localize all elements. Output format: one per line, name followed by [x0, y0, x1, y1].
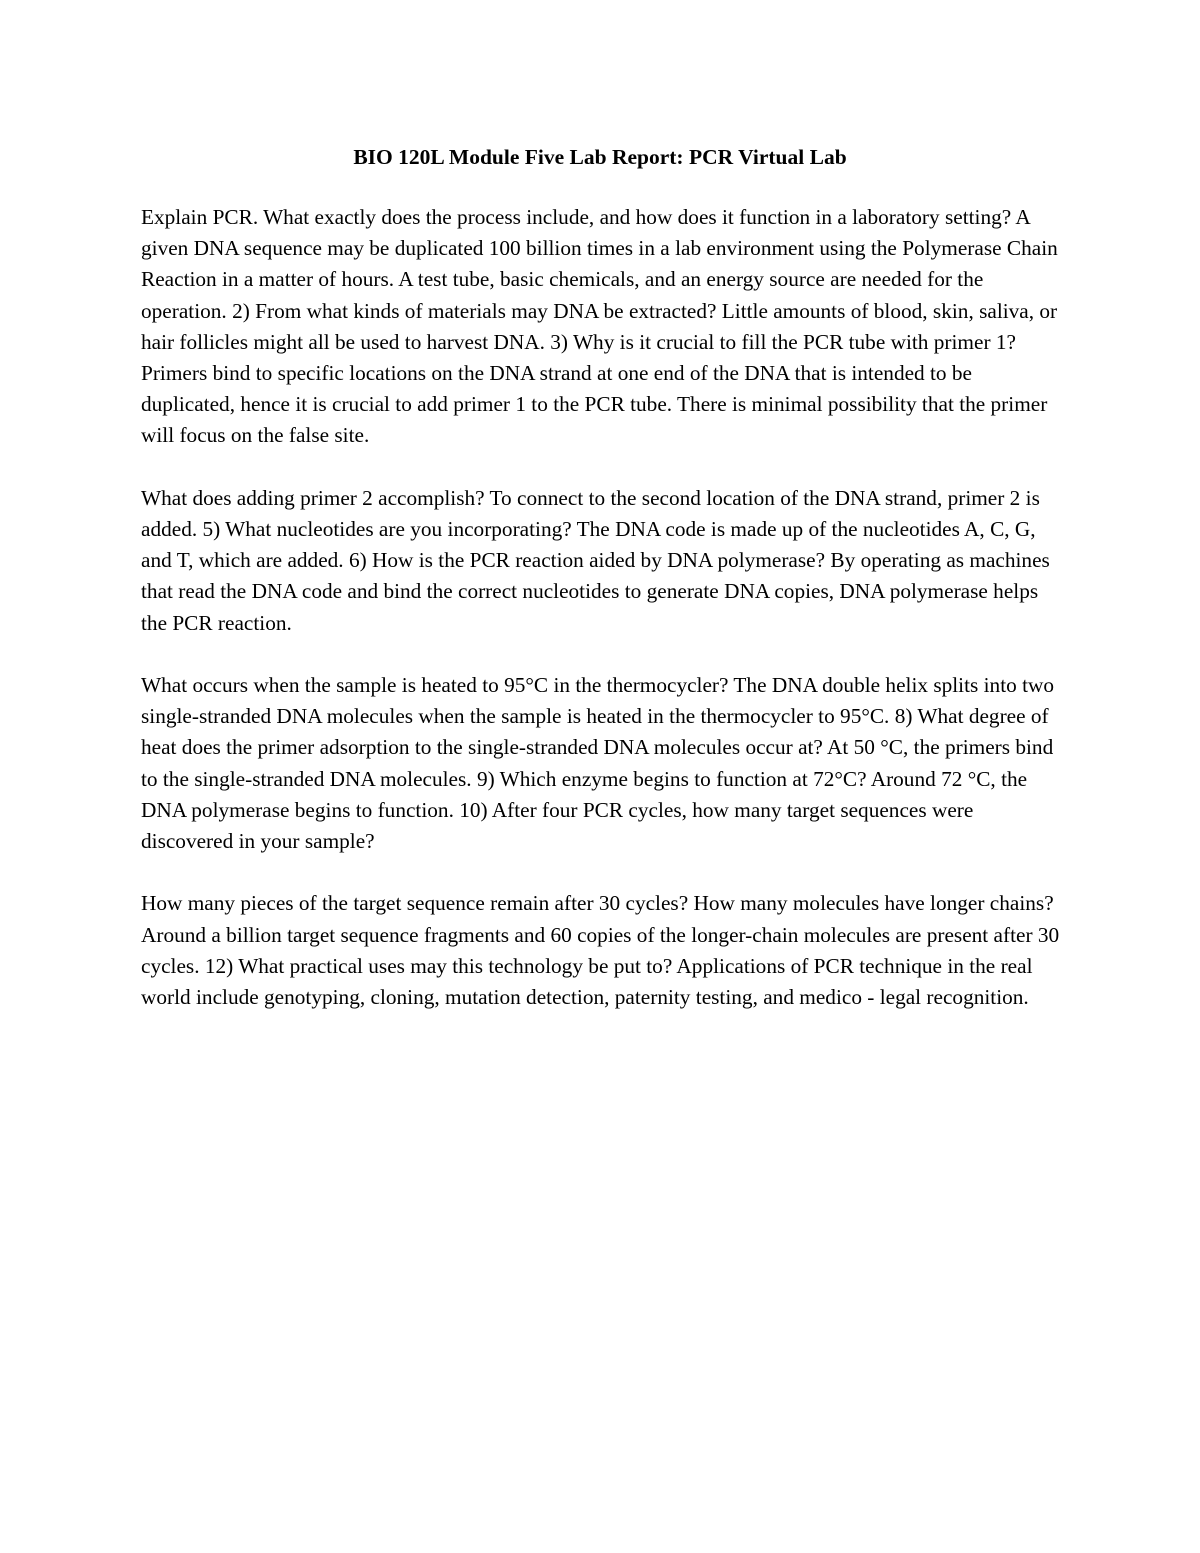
- paragraph-4: How many pieces of the target sequence remain after 30 cycles? How many molecules have longer chains? Around a billion target sequence fragments and 60 copies of the longer-chain molecules are present after 30 cycles. 12) What practical uses may this technology be put to? Applications of PCR technique in the real world include genotyping, cloning, mutation detection, paternity testing, and medico - legal recognition.: [141, 891, 1060, 1010]
- paragraph-3: What occurs when the sample is heated to 95°C in the thermocycler? The DNA double helix splits into two single-stranded DNA molecules when the sample is heated in the thermocycler to 95°C. 8) What degree of heat does the primer adsorption to the single-stranded DNA molecules occur at? At 50 °C, the primers bind to the single-stranded DNA molecules. 9) Which enzyme begins to function at 72°C? Around 72 °C, the DNA polymerase begins to function. 10) After four PCR cycles, how many target sequences were discovered in your sample?: [141, 673, 1055, 854]
- document-body: [141, 202, 1066, 1044]
- paragraph-2: What does adding primer 2 accomplish? To connect to the second location of the DNA strand, primer 2 is added. 5) What nucleotides are you incorporating? The DNA code is made up of the nucleotides A, C, G, and T, which are added. 6) How is the PCR reaction aided by DNA polymerase? By operating as machines that read the DNA code and bind the correct nucleotides to generate DNA copies, DNA polymerase helps the PCR reaction.: [141, 485, 1050, 635]
- paragraph-1: Explain PCR. What exactly does the process include, and how does it function in a laboratory setting? A given DNA sequence may be duplicated 100 billion times in a lab environment using the Polymerase Chain Reaction in a matter of hours. A test tube, basic chemicals, and an energy source are needed for the operation. 2) From what kinds of materials may DNA be extracted? Little amounts of blood, skin, saliva, or hair follicles might all be used to harvest DNA. 3) Why is it crucial to fill the PCR tube with primer 1? Primers bind to specific locations on the DNA strand at one end of the DNA that is intended to be duplicated, hence it is crucial to add primer 1 to the PCR tube. There is minimal possibility that the primer will focus on the false site.: [141, 205, 1058, 448]
- document-title: BIO 120L Module Five Lab Report: PCR Virtual Lab: [353, 145, 847, 169]
